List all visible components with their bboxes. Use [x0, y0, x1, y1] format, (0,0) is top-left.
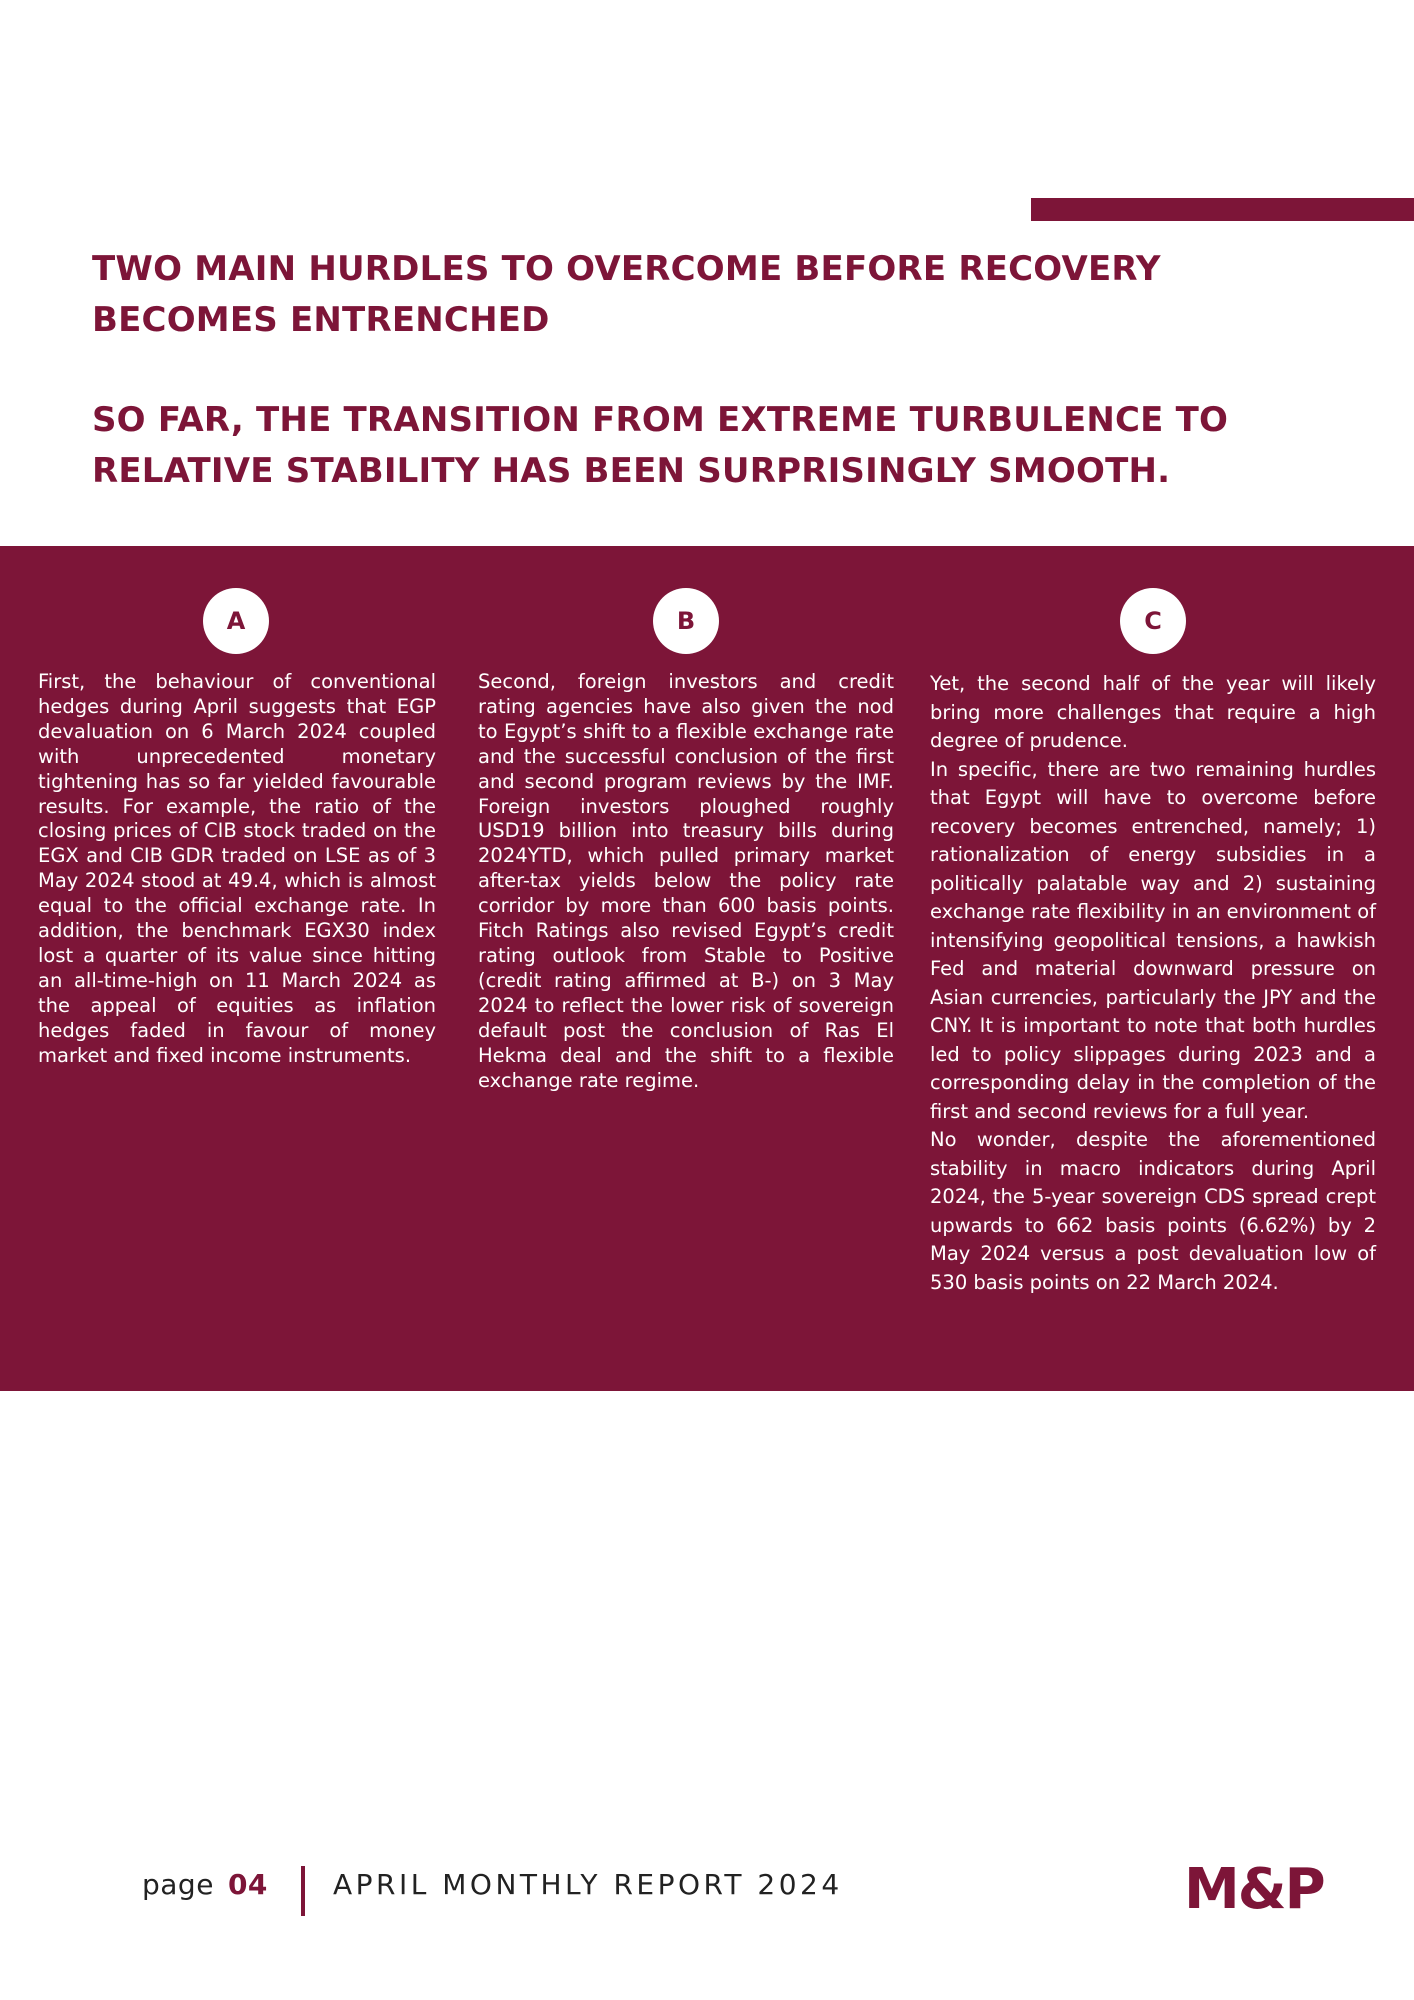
column-a-text: First, the behaviour of conventional hedges during April suggests that EGP devaluation on 6 March 2024 coupled with unprecedented monetary tightening has so far yielded favourable results. For example, the ratio of the closing prices of CIB stock traded on the EGX and CIB GDR traded on LSE as of 3 May 2024 stood at 49.4, which is almost equal to the official exchange rate. In addition, the benchmark EGX30 index lost a quarter of its value since hitting an all-time-high on 11 March 2024 as the appeal of equities as inflation hedges faded in favour of money market and fixed income instruments.: [38, 670, 436, 1067]
column-c-text: [930, 670, 1376, 1297]
column-b-text: Second, foreign investors and credit rating agencies have also given the nod to Egypt’s shift to a flexible exchange rate and the successful conclusion of the first and second program reviews by the IMF. Foreign investors ploughed roughly USD19 billion into treasury bills during 2024YTD, which pulled primary market after-tax yields below the policy rate corridor by more than 600 basis points. Fitch Ratings also revised Egypt’s credit rating outlook from Stable to Positive (credit rating affirmed at B-) on 3 May 2024 to reflect the lower risk of sovereign default post the conclusion of Ras El Hekma deal and the shift to a flexible exchange rate regime.: [478, 670, 894, 1092]
column-c-paragraph-1: Yet, the second half of the year will likely bring more challenges that require a high degree of prudence.: [930, 672, 1376, 752]
badge-a: A: [203, 588, 269, 654]
badge-b: B: [653, 588, 719, 654]
hurdles-headline: TWO MAIN HURDLES TO OVERCOME BEFORE RECOVERY BECOMES ENTRENCHED: [92, 249, 1161, 340]
page-label: page: [142, 1868, 214, 1901]
transition-headline: SO FAR, THE TRANSITION FROM EXTREME TURBULENCE TO RELATIVE STABILITY HAS BEEN SURPRISINGLY SMOOTH.: [92, 400, 1229, 491]
company-logo: M&P: [1184, 1857, 1324, 1922]
page-number: 04: [227, 1868, 268, 1901]
report-title: APRIL MONTHLY REPORT 2024: [333, 1868, 843, 1901]
page-indicator: [142, 1868, 268, 1901]
badge-c: C: [1120, 588, 1186, 654]
content-panel: [0, 546, 1414, 1391]
column-c-paragraph-3: No wonder, despite the aforementioned stability in macro indicators during April 2024, the 5-year sovereign CDS spread crept upwards to 662 basis points (6.62%) by 2 May 2024 versus a post devaluation low of 530 basis points on 22 March 2024.: [930, 1128, 1376, 1294]
top-accent-bar: [1031, 198, 1414, 221]
column-c-paragraph-2: In specific, there are two remaining hurdles that Egypt will have to overcome before recovery becomes entrenched, namely; 1) rationalization of energy subsidies in a politically palatable way and 2) sustaining exchange rate flexibility in an environment of intensifying geopolitical tensions, a hawkish Fed and material downward pressure on Asian currencies, particularly the JPY and the CNY. It is important to note that both hurdles led to policy slippages during 2023 and a corresponding delay in the completion of the first and second reviews for a full year.: [930, 757, 1376, 1123]
footer-divider: [301, 1866, 305, 1916]
